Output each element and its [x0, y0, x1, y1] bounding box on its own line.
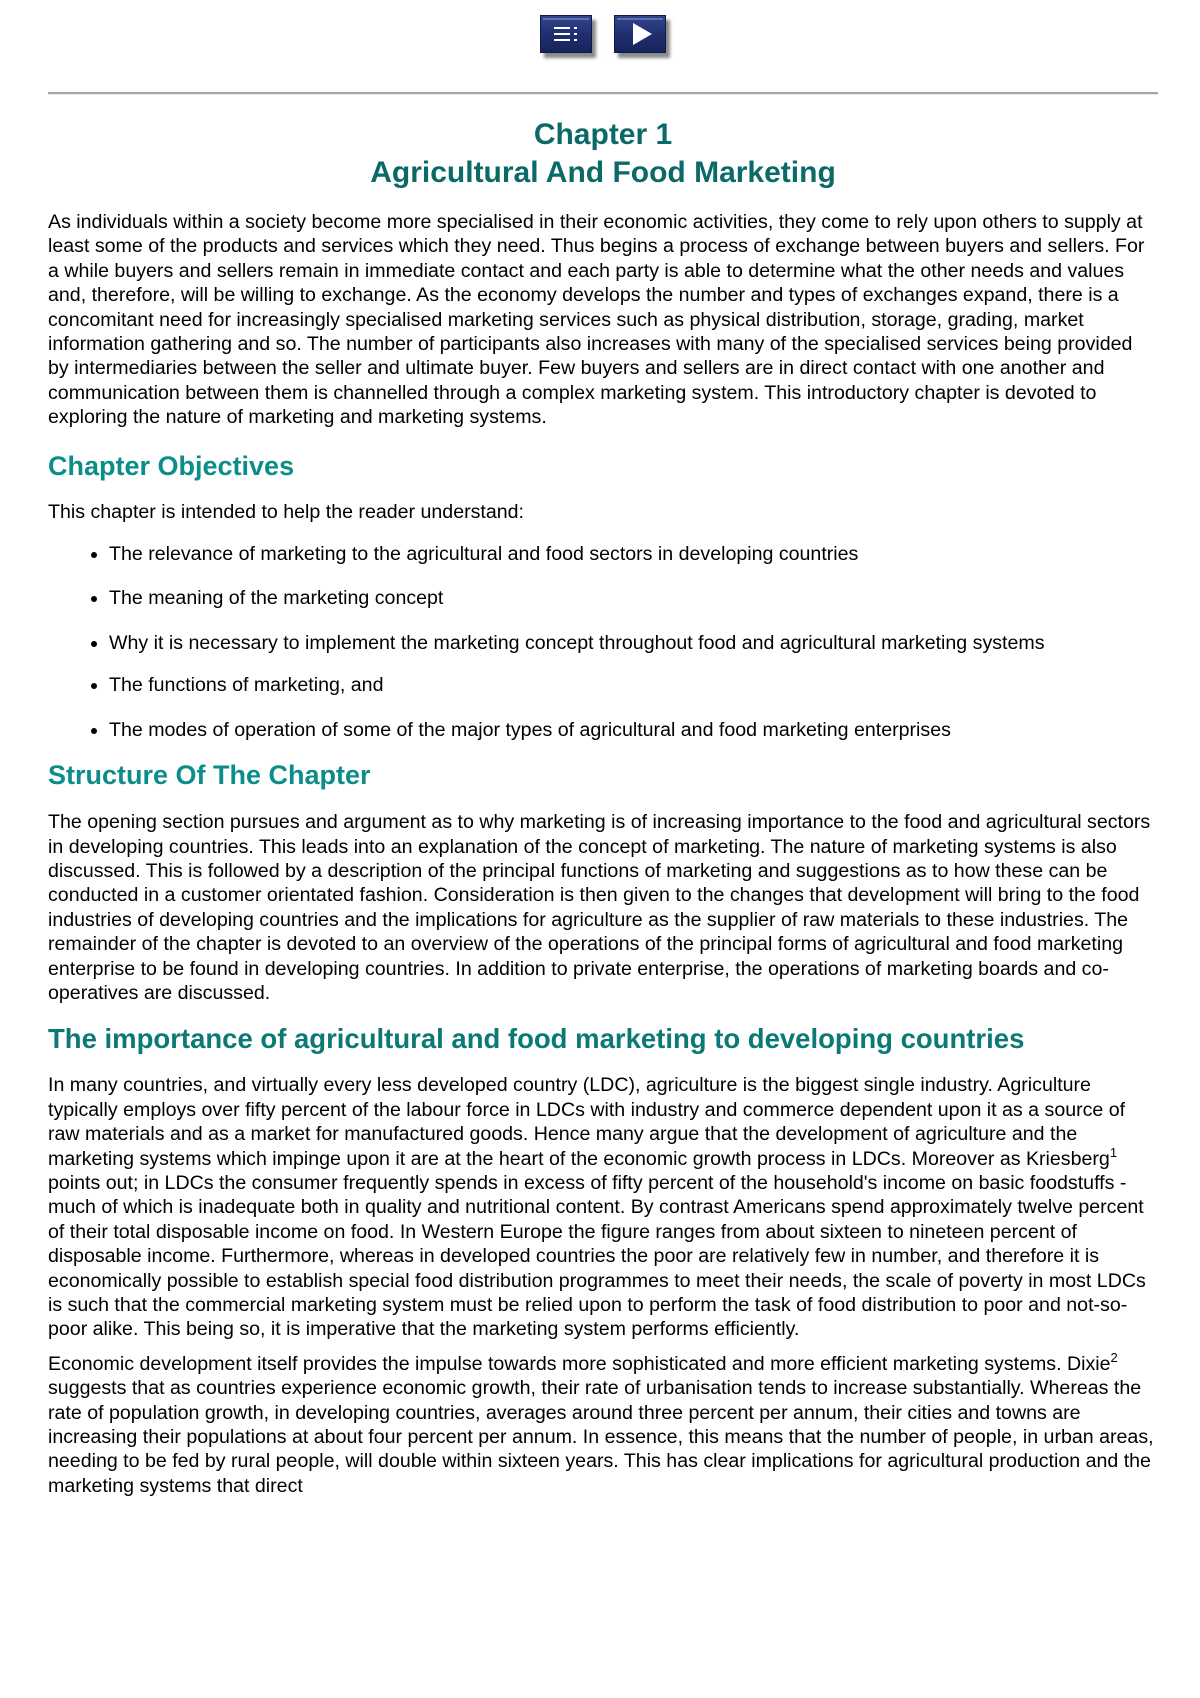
importance-paragraph-1: [48, 1073, 1158, 1341]
list-item: • Why it is necessary to implement the marketing concept throughout food and agricultural marketing systems: [109, 631, 1158, 655]
importance-paragraph-2: [48, 1349, 1158, 1498]
footnote-ref-2[interactable]: 2: [1110, 1349, 1118, 1365]
structure-heading: Structure Of The Chapter: [48, 760, 371, 791]
page-title: [48, 116, 1158, 192]
list-item: • The meaning of the marketing concept: [109, 586, 1158, 610]
intro-paragraph: As individuals within a society become more specialised in their economic activities, they come to rely upon others to supply at least some of the products and services which they need. Thus begins a process of exchange between buyers and sellers. For a while buyers and sellers remain in immediate contact and each party is able to determine what the other needs and values and, therefore, will be willing to exchange. As the economy develops the number and types of exchanges expand, there is a concomitant need for increasingly specialised marketing services such as physical distribution, storage, grading, market information gathering and so. The number of participants also increases with many of the specialised services being provided by intermediaries between the seller and ultimate buyer. Few buyers and sellers are in direct contact with one another and communication between them is channelled through a complex marketing system. This introductory chapter is devoted to exploring the nature of marketing and marketing systems.: [48, 211, 1145, 429]
paragraph-text: Economic development itself provides the impulse towards more sophisticated and more efficient marketing systems. Dixie: [48, 1352, 1111, 1375]
footnote-ref-1[interactable]: 1: [1109, 1144, 1118, 1160]
paragraph-text: In many countries, and virtually every less developed country (LDC), agriculture is the biggest single industry. Agriculture typically employs over fifty percent of the labour force in LDCs with industry and commerce dependent upon it as a source of raw materials and as a market for manufactured goods. Hence many argue that the development of agriculture and the marketing systems which impinge upon it are at the heart of the economic growth process in LDCs. Moreover as Kriesberg: [48, 1074, 1126, 1170]
structure-paragraph: The opening section pursues and argument as to why marketing is of increasing importance to the food and agricultural sectors in developing countries. This leads into an explanation of the concept of marketing. The nature of marketing systems is also discussed. This is followed by a description of the principal functions of marketing and suggestions as to how these can be conducted in a customer orientated fashion. Consideration is then given to the changes that development will bring to the food industries of developing countries and the implications for agriculture as the supplier of raw materials to these industries. The remainder of the chapter is devoted to an overview of the operations of the principal forms of agricultural and food marketing enterprise to be found in developing countries. In addition to private enterprise, the operations of marketing boards and co-operatives are discussed.: [48, 811, 1151, 1004]
objectives-heading: Chapter Objectives: [48, 450, 295, 481]
next-page-icon: [633, 23, 652, 45]
chapter-title: Agricultural And Food Marketing: [370, 156, 836, 189]
horizontal-divider: [48, 92, 1158, 95]
list-item: • The functions of marketing, and: [109, 673, 1158, 697]
objectives-list: [48, 542, 1158, 742]
next-page-button[interactable]: [614, 15, 666, 53]
paragraph-text: points out; in LDCs the consumer frequently spends in excess of fifty percent of the household's income on basic foodstuffs - much of which is inadequate both in quality and nutritional content. By contrast Americans spend approximately twelve percent of their total disposable income on food. In Western Europe the figure ranges from about sixteen to nineteen percent of disposable income. Furthermore, whereas in developed countries the poor are relatively few in number, and therefore it is economically possible to establish special food distribution programmes to meet their needs, the scale of poverty in most LDCs is such that the commercial marketing system must be relied upon to perform the task of food distribution to poor and not-so-poor alike. This being so, it is imperative that the marketing system performs efficiently.: [48, 1171, 1146, 1341]
table-of-contents-icon: [554, 25, 578, 43]
list-item: • The relevance of marketing to the agricultural and food sectors in developing countries: [109, 542, 1158, 566]
importance-heading: The importance of agricultural and food marketing to developing countries: [48, 1023, 1025, 1055]
list-item: • The modes of operation of some of the major types of agricultural and food marketing enterprises: [109, 718, 1158, 742]
chapter-number: Chapter 1: [533, 118, 673, 151]
navigation-bar: [48, 0, 1158, 61]
table-of-contents-button[interactable]: [540, 15, 592, 53]
paragraph-text: suggests that as countries experience economic growth, their rate of urbanisation tends to increase substantially. Whereas the rate of population growth, in developing countries, averages around three percent per annum, their cities and towns are increasing their populations at about four percent per annum. In essence, this means that the number of people, in urban areas, needing to be fed by rural people, will double within sixteen years. This has clear implications for agricultural production and the marketing systems that direct: [48, 1377, 1154, 1497]
document-page: [48, 0, 1158, 1498]
objectives-lead: This chapter is intended to help the reader understand:: [48, 500, 524, 523]
